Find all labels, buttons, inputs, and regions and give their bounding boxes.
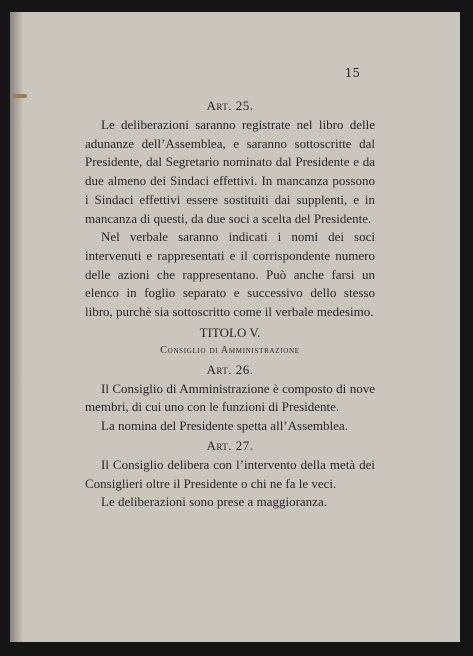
article-25-heading: Art. 25.	[206, 98, 254, 113]
article-26-heading: Art. 26.	[206, 361, 254, 377]
page-text	[85, 96, 375, 512]
book-page	[10, 12, 460, 642]
binding-thread-mark	[13, 94, 27, 98]
article-27-paragraph-1: Il Consiglio delibera con l’intervento della metà dei Consiglieri oltre il Presidente o chi ne fa le veci.	[85, 456, 375, 491]
article-26-paragraph-1: Il Consiglio di Amministrazione è composto di nove membri, di cui uno con le funzioni di Presidente.	[85, 380, 375, 415]
page-number: 15	[344, 66, 360, 80]
section-subtitle: Consiglio di Amministrazione	[160, 344, 300, 356]
section-title: TITOLO V.	[199, 324, 261, 340]
article-26-paragraph-2: La nomina del Presidente spetta all’Assemblea.	[101, 418, 348, 434]
article-25-paragraph-2: Nel verbale saranno indicati i nomi dei soci intervenuti e rappresentati e il corrispondente numero delle azioni che rappresentano. Può anche farsi un elenco in foglio separato e successivo dello stesso libro, purchè sia sottoscritto come il verbale medesimo.	[85, 229, 375, 320]
article-27-heading: Art. 27.	[206, 437, 254, 453]
article-27-paragraph-2: Le deliberazioni sono prese a maggioranza.	[101, 494, 327, 510]
article-25-paragraph-1: Le deliberazioni saranno registrate nel libro delle adunanze dell’Assemblea, e saranno sottoscritte dal Presidente, dal Segretario nominato dal Presidente e da due almeno dei Sindaci effettivi. In mancanza possono i Sindaci effettivi essere sostituiti dai supplenti, e in mancanza di questi, da due soci a scelta del Presidente.	[85, 117, 375, 226]
page-spine	[11, 12, 23, 642]
